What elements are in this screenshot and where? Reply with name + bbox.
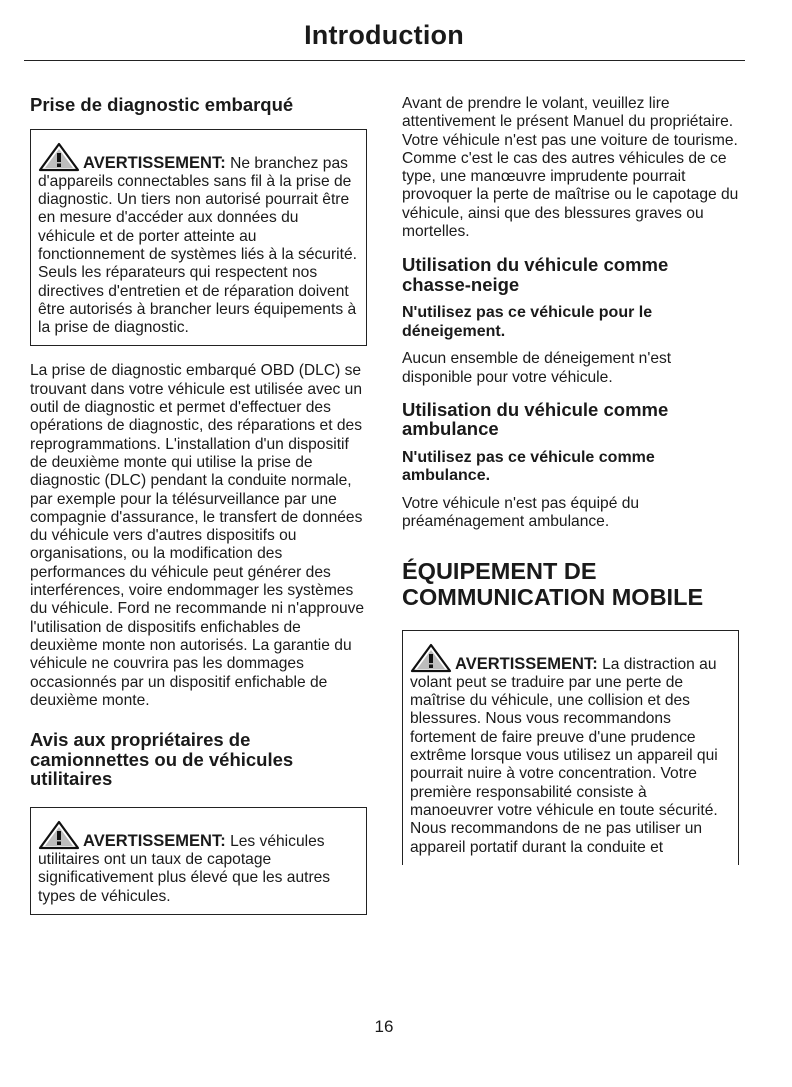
section-heading-diagnostic: Prise de diagnostic embarqué bbox=[30, 94, 294, 115]
section-heading-ambulance: Utilisation du véhicule comme ambulance bbox=[402, 398, 669, 440]
section-heading-utility: Avis aux propriétaires de camionnettes ou de véhicules utilitaires bbox=[30, 729, 294, 790]
subheading-ambulance: N'utilisez pas ce véhicule comme ambulance. bbox=[402, 448, 655, 485]
paragraph-intro: Avant de prendre le volant, veuillez lire attentivement le présent Manuel du propriétaire. Votre véhicule n'est pas une voiture de tourisme. Comme c'est le cas des autres véhicules de ce type, une manœuvre imprudente pourrait provoquer la perte de maîtrise ou le capotage du véhicule, ainsi que des blessures graves ou mortelles. bbox=[402, 95, 739, 241]
page-title: Introduction bbox=[304, 20, 464, 50]
section-heading-mobile: ÉQUIPEMENT DE COMMUNICATION MOBILE bbox=[402, 557, 704, 610]
warning-box-mobile bbox=[402, 630, 739, 865]
warning-label: AVERTISSEMENT: bbox=[455, 654, 598, 673]
warning-box-diagnostic bbox=[30, 129, 367, 347]
warning-triangle-icon bbox=[38, 820, 80, 850]
warning-label: AVERTISSEMENT: bbox=[83, 153, 226, 172]
warning-text: Ne branchez pas d'appareils connectables sans fil à la prise de diagnostic. Un tiers non autorisé pourrait être en mesure d'accéder aux données du véhicule et de porter atteinte au fonctionnement de systèmes liés à la sécurité. Seuls les réparateurs qui respectent nos directives d'entretien et de réparation doivent être autorisés à brancher leurs équipements à la prise de diagnostic. bbox=[38, 154, 357, 337]
page-number: 16 bbox=[374, 1017, 394, 1036]
warning-triangle-icon bbox=[38, 142, 80, 172]
section-heading-snowplow: Utilisation du véhicule comme chasse-neige bbox=[402, 254, 669, 295]
warning-triangle-icon bbox=[410, 643, 452, 673]
paragraph-obd: La prise de diagnostic embarqué OBD (DLC) se trouvant dans votre véhicule est utilisée avec un outil de diagnostic et permet d'effectuer des opérations de diagnostic, des réparations et des reprogrammations. L'installation d'un dispositif de deuxième monte qui utilise la prise de diagnostic (DLC) pendant la conduite normale, par exemple pour la télésurveillance par une compagnie d'assurance, le transfert de données du véhicule vers d'autres dispositifs ou organisations, ou la modification des performances du véhicule peut générer des interférences, voire endommager les systèmes du véhicule. Ford ne recommande ni n'approuve l'utilisation de dispositifs enfichables de deuxième monte non autorisés. La garantie du véhicule ne couvrira pas les dommages occasionnés par un dispositif enfichable de deuxième monte. bbox=[30, 362, 365, 709]
warning-box-utility bbox=[30, 807, 367, 915]
title-divider bbox=[24, 60, 745, 61]
left-column bbox=[30, 95, 367, 931]
paragraph-snowplow: Aucun ensemble de déneigement n'est disponible pour votre véhicule. bbox=[402, 350, 672, 386]
right-column bbox=[402, 95, 739, 881]
warning-text: La distraction au volant peut se traduire par une perte de maîtrise du véhicule, une collision et des blessures. Nous vous recommandons fortement de faire preuve d'une prudence extrême lorsque vous utilisez un appareil qui pourrait nuire à votre concentration. Votre première responsabilité consiste à manoeuvrer votre véhicule en toute sécurité. Nous recommandons de ne pas utiliser un appareil portatif durant la conduite et bbox=[410, 655, 718, 856]
warning-label: AVERTISSEMENT: bbox=[83, 831, 226, 850]
subheading-snowplow: N'utilisez pas ce véhicule pour le déneigement. bbox=[402, 304, 653, 340]
paragraph-ambulance: Votre véhicule n'est pas équipé du préaménagement ambulance. bbox=[402, 494, 640, 531]
warning-text: Les véhicules utilitaires ont un taux de capotage significativement plus élevé que les autres types de véhicules. bbox=[38, 832, 331, 905]
